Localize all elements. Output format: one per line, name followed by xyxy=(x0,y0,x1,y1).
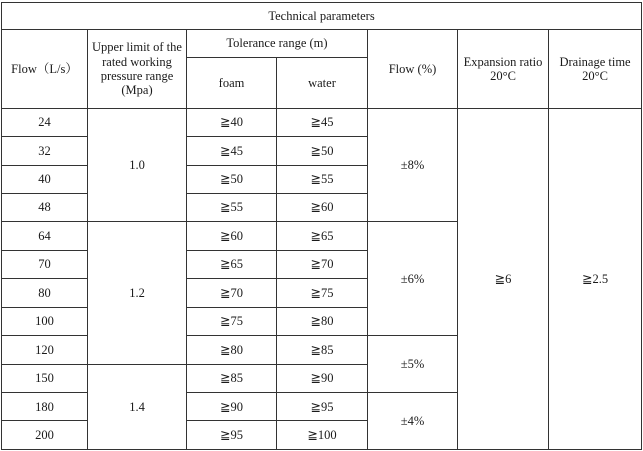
foam-cell: ≧65 xyxy=(187,250,277,278)
flow-percent-cell: ±8% xyxy=(368,108,458,222)
header-upper-limit-pressure: Upper limit of the rated working pressure range (Mpa) xyxy=(88,30,187,108)
water-cell: ≧70 xyxy=(277,250,368,278)
technical-parameters-table xyxy=(1,2,642,450)
flow-cell: 120 xyxy=(2,336,88,364)
pressure-group-cell: 1.2 xyxy=(88,222,187,364)
water-cell: ≧75 xyxy=(277,279,368,307)
foam-cell: ≧55 xyxy=(187,193,277,221)
flow-cell: 200 xyxy=(2,421,88,450)
foam-cell: ≧80 xyxy=(187,336,277,364)
flow-cell: 32 xyxy=(2,137,88,165)
water-cell: ≧80 xyxy=(277,307,368,335)
flow-cell: 100 xyxy=(2,307,88,335)
foam-cell: ≧50 xyxy=(187,165,277,193)
expansion-ratio-cell: ≧6 xyxy=(458,108,549,449)
table-title: Technical parameters xyxy=(2,3,642,30)
water-cell: ≧60 xyxy=(277,193,368,221)
flow-cell: 48 xyxy=(2,193,88,221)
table-row xyxy=(2,108,642,136)
header-tolerance-range: Tolerance range (m) xyxy=(187,30,368,57)
water-cell: ≧50 xyxy=(277,137,368,165)
header-drainage-time: Drainage time 20°C xyxy=(549,30,642,108)
header-expansion-ratio: Expansion ratio 20°C xyxy=(458,30,549,108)
foam-cell: ≧85 xyxy=(187,364,277,392)
flow-cell: 80 xyxy=(2,279,88,307)
header-flow-ls: Flow（L/s） xyxy=(2,30,88,108)
header-flow-percent: Flow (%) xyxy=(368,30,458,108)
flow-cell: 40 xyxy=(2,165,88,193)
foam-cell: ≧95 xyxy=(187,421,277,450)
flow-percent-cell: ±5% xyxy=(368,336,458,393)
header-water: water xyxy=(277,57,368,108)
header-foam: foam xyxy=(187,57,277,108)
flow-cell: 70 xyxy=(2,250,88,278)
foam-cell: ≧60 xyxy=(187,222,277,250)
water-cell: ≧45 xyxy=(277,108,368,136)
water-cell: ≧90 xyxy=(277,364,368,392)
flow-percent-cell: ±4% xyxy=(368,393,458,450)
flow-cell: 64 xyxy=(2,222,88,250)
foam-cell: ≧90 xyxy=(187,393,277,421)
foam-cell: ≧40 xyxy=(187,108,277,136)
foam-cell: ≧45 xyxy=(187,137,277,165)
water-cell: ≧65 xyxy=(277,222,368,250)
foam-cell: ≧70 xyxy=(187,279,277,307)
water-cell: ≧85 xyxy=(277,336,368,364)
drainage-time-cell: ≧2.5 xyxy=(549,108,642,449)
flow-cell: 150 xyxy=(2,364,88,392)
water-cell: ≧95 xyxy=(277,393,368,421)
foam-cell: ≧75 xyxy=(187,307,277,335)
flow-cell: 180 xyxy=(2,393,88,421)
pressure-group-cell: 1.0 xyxy=(88,108,187,222)
water-cell: ≧100 xyxy=(277,421,368,450)
water-cell: ≧55 xyxy=(277,165,368,193)
flow-percent-cell: ±6% xyxy=(368,222,458,336)
flow-cell: 24 xyxy=(2,108,88,136)
pressure-group-cell: 1.4 xyxy=(88,364,187,449)
